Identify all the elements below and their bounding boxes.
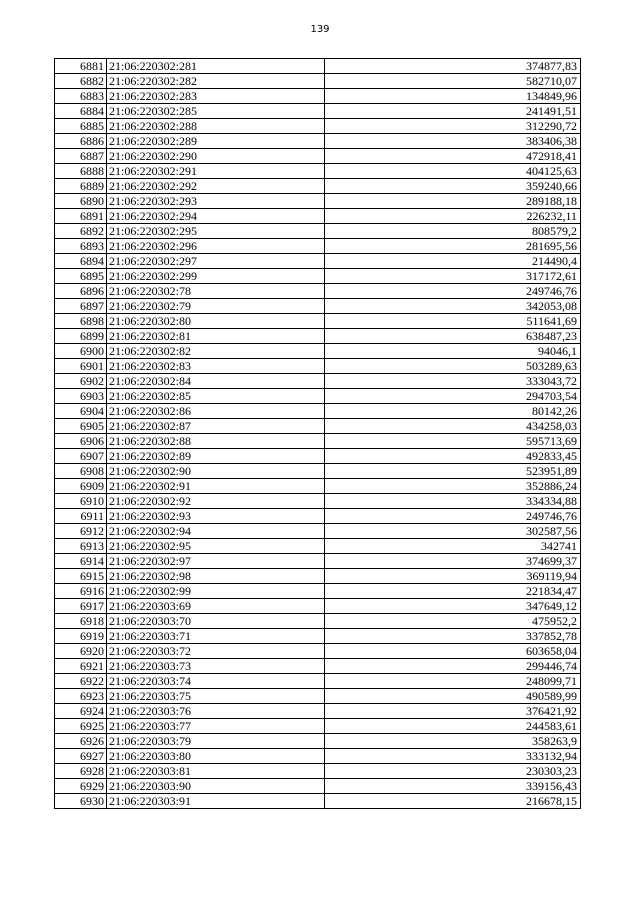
cadastral-number-cell: 21:06:220303:81 (107, 764, 325, 779)
table-row (55, 194, 581, 209)
row-number-cell: 6911 (55, 509, 107, 524)
cadastral-number-cell: 21:06:220302:88 (107, 434, 325, 449)
row-number-cell: 6905 (55, 419, 107, 434)
table-row (55, 209, 581, 224)
cadastral-number-cell: 21:06:220303:70 (107, 614, 325, 629)
amount-cell: 312290,72 (325, 119, 581, 134)
amount-cell: 490589,99 (325, 689, 581, 704)
row-number-cell: 6884 (55, 104, 107, 119)
cadastral-number-cell: 21:06:220302:285 (107, 104, 325, 119)
table-row (55, 134, 581, 149)
cadastral-number-cell: 21:06:220302:290 (107, 149, 325, 164)
cadastral-number-cell: 21:06:220302:281 (107, 59, 325, 74)
table-row (55, 779, 581, 794)
table-row (55, 509, 581, 524)
table-row (55, 419, 581, 434)
row-number-cell: 6891 (55, 209, 107, 224)
row-number-cell: 6899 (55, 329, 107, 344)
table-row (55, 404, 581, 419)
cadastral-number-cell: 21:06:220303:90 (107, 779, 325, 794)
row-number-cell: 6930 (55, 794, 107, 809)
amount-cell: 475952,2 (325, 614, 581, 629)
row-number-cell: 6913 (55, 539, 107, 554)
row-number-cell: 6885 (55, 119, 107, 134)
amount-cell: 337852,78 (325, 629, 581, 644)
cadastral-number-cell: 21:06:220302:91 (107, 479, 325, 494)
table-row (55, 704, 581, 719)
row-number-cell: 6890 (55, 194, 107, 209)
row-number-cell: 6916 (55, 584, 107, 599)
table-row (55, 524, 581, 539)
amount-cell: 374699,37 (325, 554, 581, 569)
amount-cell: 289188,18 (325, 194, 581, 209)
row-number-cell: 6918 (55, 614, 107, 629)
cadastral-number-cell: 21:06:220302:94 (107, 524, 325, 539)
amount-cell: 603658,04 (325, 644, 581, 659)
row-number-cell: 6915 (55, 569, 107, 584)
row-number-cell: 6922 (55, 674, 107, 689)
cadastral-number-cell: 21:06:220302:293 (107, 194, 325, 209)
row-number-cell: 6892 (55, 224, 107, 239)
amount-cell: 214490,4 (325, 254, 581, 269)
amount-cell: 333043,72 (325, 374, 581, 389)
amount-cell: 374877,83 (325, 59, 581, 74)
table-row (55, 284, 581, 299)
table-row (55, 314, 581, 329)
amount-cell: 226232,11 (325, 209, 581, 224)
table-row (55, 479, 581, 494)
cadastral-number-cell: 21:06:220303:79 (107, 734, 325, 749)
table-row (55, 434, 581, 449)
row-number-cell: 6900 (55, 344, 107, 359)
amount-cell: 339156,43 (325, 779, 581, 794)
amount-cell: 503289,63 (325, 359, 581, 374)
amount-cell: 358263,9 (325, 734, 581, 749)
amount-cell: 404125,63 (325, 164, 581, 179)
row-number-cell: 6919 (55, 629, 107, 644)
cadastral-number-cell: 21:06:220302:295 (107, 224, 325, 239)
table-row (55, 629, 581, 644)
amount-cell: 595713,69 (325, 434, 581, 449)
amount-cell: 638487,23 (325, 329, 581, 344)
table-row (55, 719, 581, 734)
cadastral-number-cell: 21:06:220302:89 (107, 449, 325, 464)
amount-cell: 134849,96 (325, 89, 581, 104)
table-row (55, 179, 581, 194)
cadastral-number-cell: 21:06:220302:282 (107, 74, 325, 89)
amount-cell: 94046,1 (325, 344, 581, 359)
cadastral-number-cell: 21:06:220302:296 (107, 239, 325, 254)
cadastral-number-cell: 21:06:220302:283 (107, 89, 325, 104)
cadastral-number-cell: 21:06:220302:83 (107, 359, 325, 374)
cadastral-number-cell: 21:06:220302:99 (107, 584, 325, 599)
cadastral-number-cell: 21:06:220302:92 (107, 494, 325, 509)
table-row (55, 464, 581, 479)
table-row (55, 89, 581, 104)
cadastral-number-cell: 21:06:220302:297 (107, 254, 325, 269)
table-row (55, 149, 581, 164)
table-row (55, 749, 581, 764)
amount-cell: 347649,12 (325, 599, 581, 614)
row-number-cell: 6929 (55, 779, 107, 794)
row-number-cell: 6883 (55, 89, 107, 104)
amount-cell: 492833,45 (325, 449, 581, 464)
table-row (55, 659, 581, 674)
cadastral-number-cell: 21:06:220302:90 (107, 464, 325, 479)
table-row (55, 614, 581, 629)
cadastral-number-cell: 21:06:220302:80 (107, 314, 325, 329)
row-number-cell: 6889 (55, 179, 107, 194)
row-number-cell: 6907 (55, 449, 107, 464)
cadastral-number-cell: 21:06:220302:93 (107, 509, 325, 524)
cadastral-number-cell: 21:06:220302:292 (107, 179, 325, 194)
table-row (55, 299, 581, 314)
amount-cell: 241491,51 (325, 104, 581, 119)
table-row (55, 374, 581, 389)
table-row (55, 674, 581, 689)
amount-cell: 230303,23 (325, 764, 581, 779)
amount-cell: 342741 (325, 539, 581, 554)
cadastral-number-cell: 21:06:220302:82 (107, 344, 325, 359)
cadastral-number-cell: 21:06:220302:81 (107, 329, 325, 344)
amount-cell: 80142,26 (325, 404, 581, 419)
cadastral-number-cell: 21:06:220303:76 (107, 704, 325, 719)
row-number-cell: 6909 (55, 479, 107, 494)
table-row (55, 254, 581, 269)
table-row (55, 104, 581, 119)
table-row (55, 389, 581, 404)
row-number-cell: 6882 (55, 74, 107, 89)
table-row (55, 449, 581, 464)
amount-cell: 359240,66 (325, 179, 581, 194)
cadastral-number-cell: 21:06:220303:75 (107, 689, 325, 704)
cadastral-number-cell: 21:06:220302:79 (107, 299, 325, 314)
table-row (55, 554, 581, 569)
row-number-cell: 6904 (55, 404, 107, 419)
page-number: 139 (310, 24, 330, 35)
table-row (55, 164, 581, 179)
row-number-cell: 6921 (55, 659, 107, 674)
table-row (55, 74, 581, 89)
row-number-cell: 6912 (55, 524, 107, 539)
cadastral-number-cell: 21:06:220303:91 (107, 794, 325, 809)
row-number-cell: 6925 (55, 719, 107, 734)
cadastral-number-cell: 21:06:220302:98 (107, 569, 325, 584)
cadastral-number-cell: 21:06:220303:71 (107, 629, 325, 644)
table-row (55, 59, 581, 74)
amount-cell: 523951,89 (325, 464, 581, 479)
table-row (55, 599, 581, 614)
amount-cell: 383406,38 (325, 134, 581, 149)
cadastral-number-cell: 21:06:220302:97 (107, 554, 325, 569)
table-row (55, 734, 581, 749)
row-number-cell: 6928 (55, 764, 107, 779)
cadastral-number-cell: 21:06:220302:95 (107, 539, 325, 554)
row-number-cell: 6895 (55, 269, 107, 284)
cadastral-number-cell: 21:06:220303:74 (107, 674, 325, 689)
row-number-cell: 6901 (55, 359, 107, 374)
row-number-cell: 6903 (55, 389, 107, 404)
row-number-cell: 6902 (55, 374, 107, 389)
row-number-cell: 6898 (55, 314, 107, 329)
row-number-cell: 6897 (55, 299, 107, 314)
amount-cell: 511641,69 (325, 314, 581, 329)
amount-cell: 434258,03 (325, 419, 581, 434)
cadastral-number-cell: 21:06:220303:72 (107, 644, 325, 659)
row-number-cell: 6893 (55, 239, 107, 254)
table-row (55, 569, 581, 584)
row-number-cell: 6926 (55, 734, 107, 749)
row-number-cell: 6908 (55, 464, 107, 479)
amount-cell: 294703,54 (325, 389, 581, 404)
amount-cell: 334334,88 (325, 494, 581, 509)
cadastral-value-table (54, 58, 581, 809)
amount-cell: 808579,2 (325, 224, 581, 239)
row-number-cell: 6910 (55, 494, 107, 509)
table-body (55, 59, 581, 809)
amount-cell: 369119,94 (325, 569, 581, 584)
table-row (55, 584, 581, 599)
row-number-cell: 6881 (55, 59, 107, 74)
cadastral-number-cell: 21:06:220302:289 (107, 134, 325, 149)
table-row (55, 224, 581, 239)
cadastral-number-cell: 21:06:220302:294 (107, 209, 325, 224)
table-row (55, 794, 581, 809)
amount-cell: 244583,61 (325, 719, 581, 734)
table-row (55, 539, 581, 554)
cadastral-number-cell: 21:06:220302:299 (107, 269, 325, 284)
cadastral-number-cell: 21:06:220302:85 (107, 389, 325, 404)
cadastral-number-cell: 21:06:220303:80 (107, 749, 325, 764)
row-number-cell: 6886 (55, 134, 107, 149)
cadastral-number-cell: 21:06:220302:86 (107, 404, 325, 419)
amount-cell: 582710,07 (325, 74, 581, 89)
cadastral-number-cell: 21:06:220303:77 (107, 719, 325, 734)
row-number-cell: 6906 (55, 434, 107, 449)
row-number-cell: 6927 (55, 749, 107, 764)
amount-cell: 333132,94 (325, 749, 581, 764)
row-number-cell: 6914 (55, 554, 107, 569)
row-number-cell: 6924 (55, 704, 107, 719)
amount-cell: 281695,56 (325, 239, 581, 254)
cadastral-number-cell: 21:06:220302:291 (107, 164, 325, 179)
table-row (55, 239, 581, 254)
table-row (55, 344, 581, 359)
cadastral-number-cell: 21:06:220302:87 (107, 419, 325, 434)
row-number-cell: 6888 (55, 164, 107, 179)
cadastral-number-cell: 21:06:220302:288 (107, 119, 325, 134)
table-row (55, 764, 581, 779)
row-number-cell: 6887 (55, 149, 107, 164)
table-row (55, 119, 581, 134)
amount-cell: 342053,08 (325, 299, 581, 314)
table-row (55, 269, 581, 284)
amount-cell: 376421,92 (325, 704, 581, 719)
cadastral-number-cell: 21:06:220302:84 (107, 374, 325, 389)
amount-cell: 221834,47 (325, 584, 581, 599)
table-row (55, 329, 581, 344)
table-row (55, 644, 581, 659)
amount-cell: 352886,24 (325, 479, 581, 494)
table-row (55, 359, 581, 374)
amount-cell: 249746,76 (325, 509, 581, 524)
amount-cell: 472918,41 (325, 149, 581, 164)
cadastral-number-cell: 21:06:220303:69 (107, 599, 325, 614)
amount-cell: 249746,76 (325, 284, 581, 299)
amount-cell: 317172,61 (325, 269, 581, 284)
row-number-cell: 6920 (55, 644, 107, 659)
table-row (55, 494, 581, 509)
row-number-cell: 6894 (55, 254, 107, 269)
row-number-cell: 6917 (55, 599, 107, 614)
amount-cell: 299446,74 (325, 659, 581, 674)
amount-cell: 302587,56 (325, 524, 581, 539)
cadastral-number-cell: 21:06:220302:78 (107, 284, 325, 299)
row-number-cell: 6923 (55, 689, 107, 704)
table-row (55, 689, 581, 704)
cadastral-number-cell: 21:06:220303:73 (107, 659, 325, 674)
amount-cell: 216678,15 (325, 794, 581, 809)
amount-cell: 248099,71 (325, 674, 581, 689)
row-number-cell: 6896 (55, 284, 107, 299)
